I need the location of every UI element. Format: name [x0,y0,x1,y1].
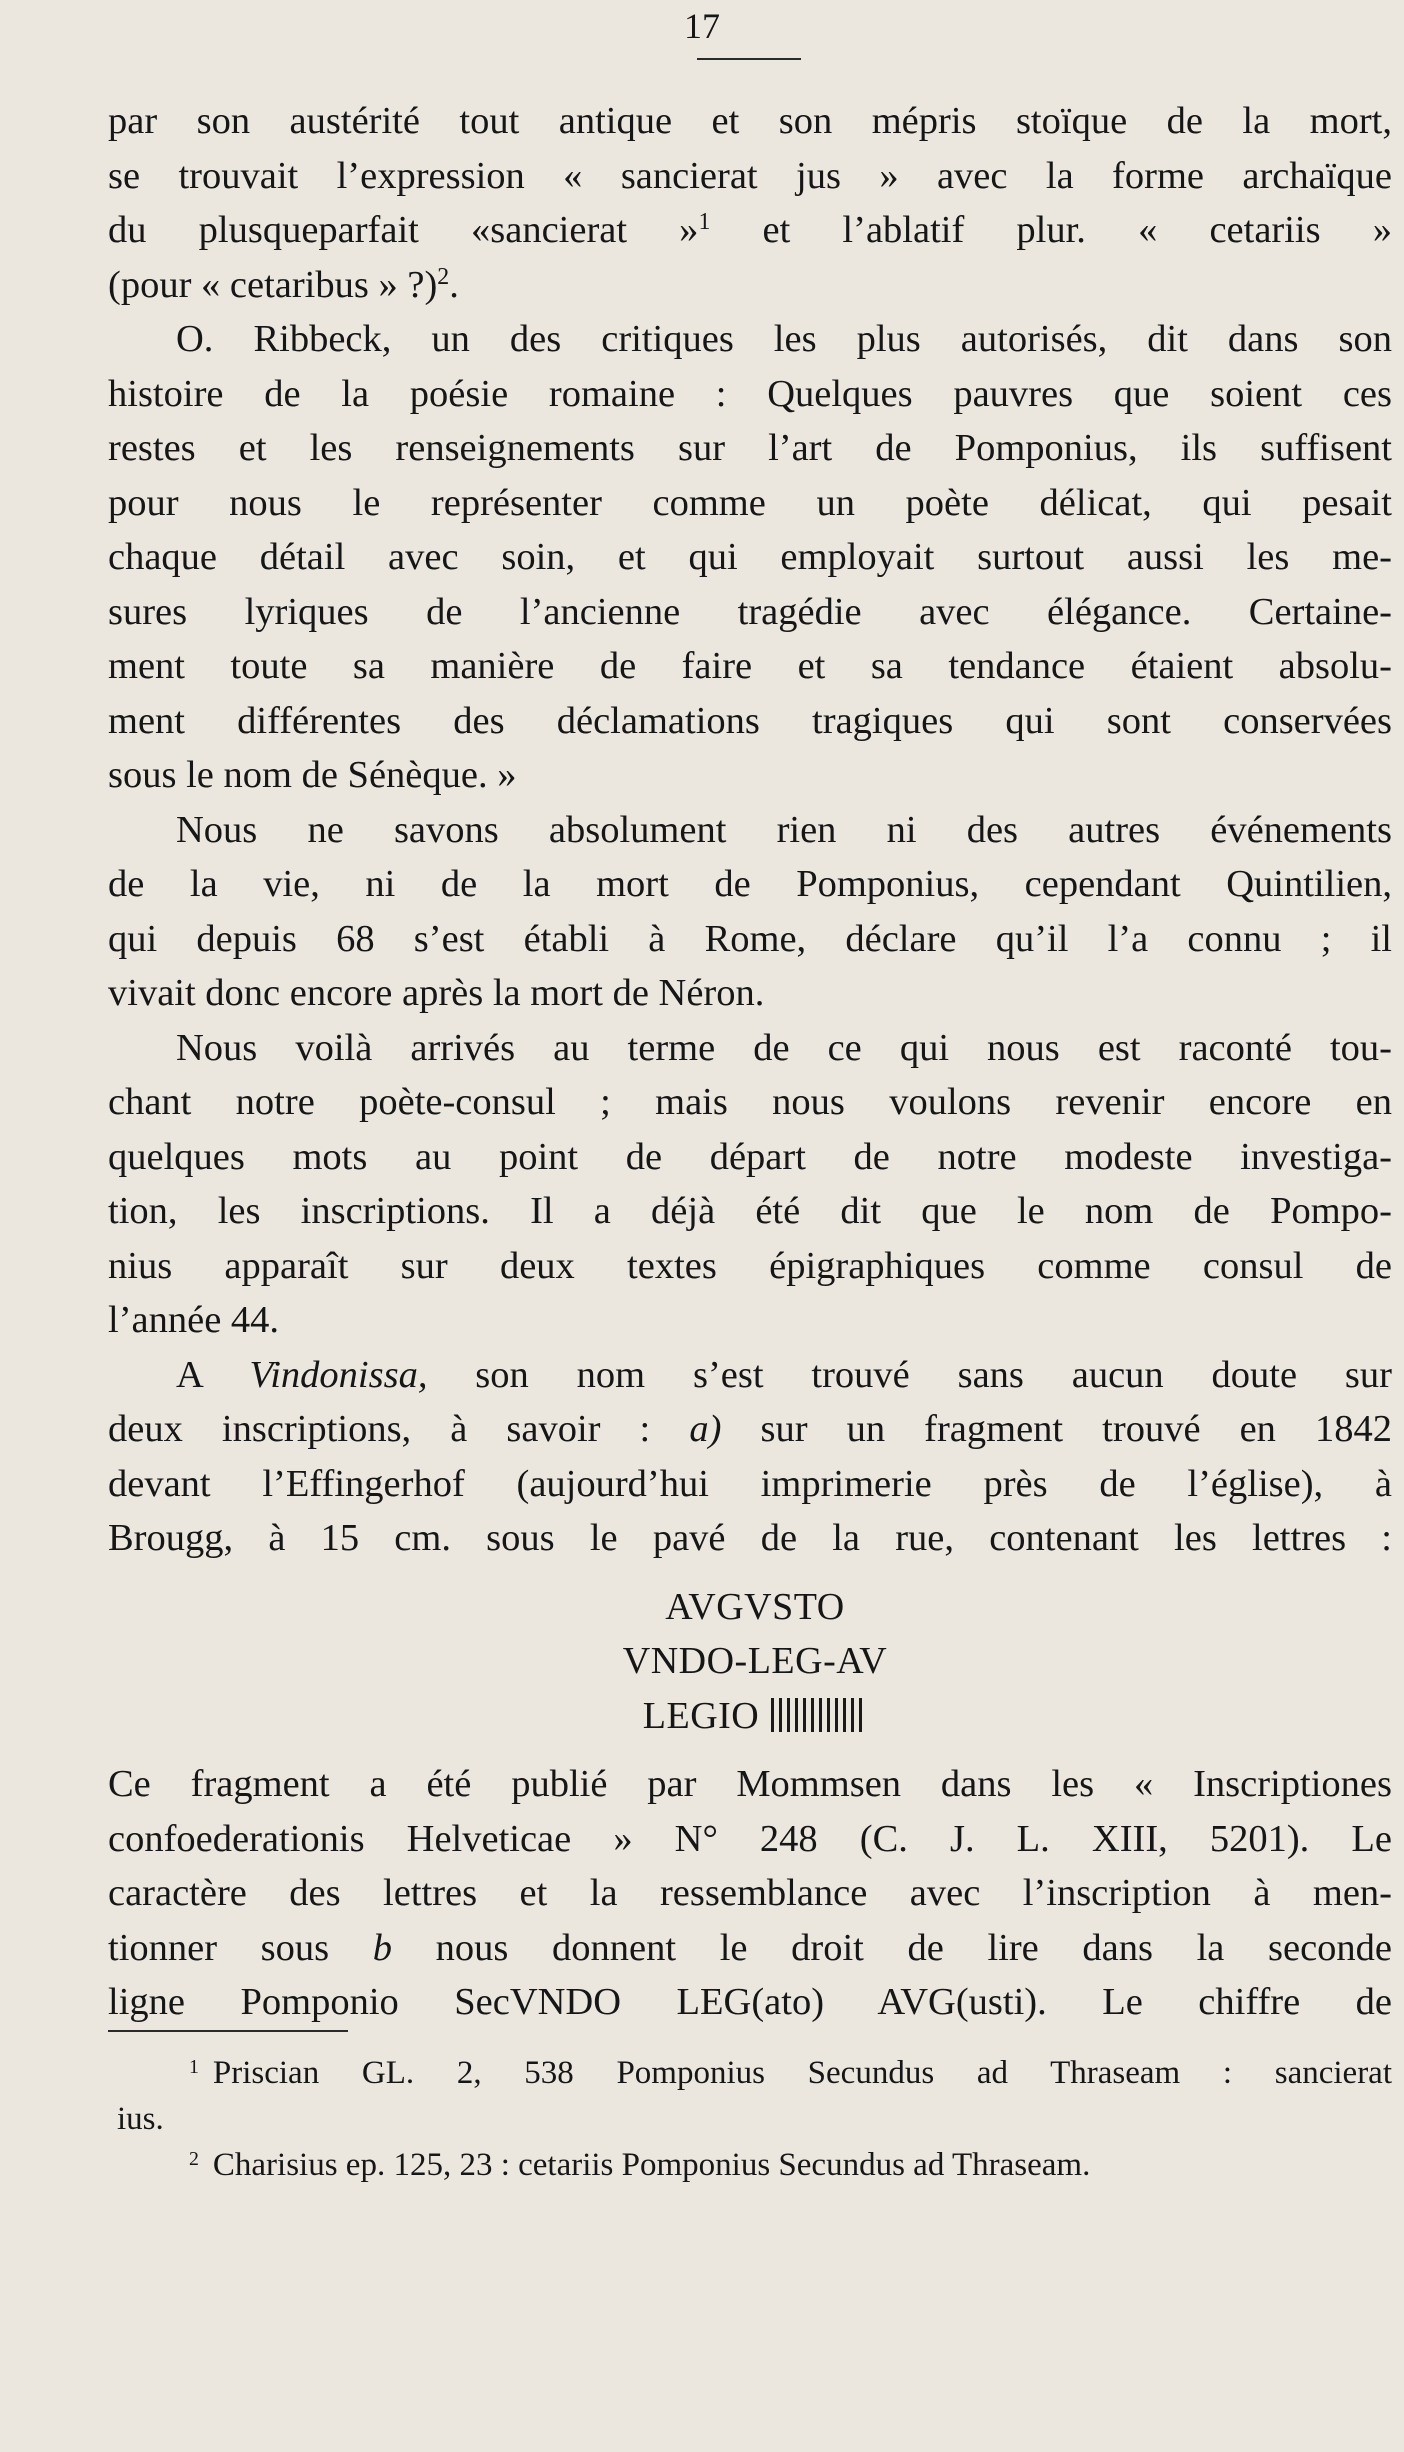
text-line: ment toute sa manière de faire et sa tendance étaient absolu- [108,645,1392,687]
footnote-line [117,2096,1392,2142]
text-line: devant l’Effingerhof (aujourd’hui imprimerie près de l’église), à [108,1462,1392,1505]
text-fragment: et l’ablatif plur. « cetariis » [710,209,1392,251]
text-line [108,1402,1392,1457]
text-line: ligne Pomponio SecVNDO LEG(ato) AVG(usti). Le chiffre de [108,1981,1392,2023]
inscription-line-1: AVGVSTO [665,1585,845,1628]
text-fragment: b [372,1926,393,1969]
text-line: Nous ne savons absolument rien ni des autres événements [176,808,1392,851]
header-rule [697,58,801,60]
text-line: nius apparaît sur deux textes épigraphiques comme consul de [108,1244,1392,1287]
text-line: quelques mots au point de départ de notre modeste investiga- [108,1135,1392,1178]
text-line [108,258,1392,313]
text-line: chant notre poète-consul ; mais nous voulons revenir encore en [108,1081,1392,1123]
text-fragment: a) [689,1408,722,1450]
text-line: de la vie, ni de la mort de Pomponius, cependant Quintilien, [108,863,1392,905]
main-text [108,94,1392,2030]
footnote-number: 2 [189,2148,199,2171]
footnote-line [117,2142,1392,2188]
text-fragment: du plusqueparfait «sancierat » [108,209,699,251]
text-line: tion, les inscriptions. Il a déjà été dit que le nom de Pompo- [108,1190,1392,1232]
illegible-strokes-mark [771,1698,867,1732]
text-line: qui depuis 68 s’est établi à Rome, déclare qu’il l’a connu ; il [108,917,1392,960]
text-line: sures lyriques de l’ancienne tragédie avec élégance. Certaine- [108,590,1392,633]
text-line [108,203,1392,258]
text-line: pour nous le représenter comme un poète délicat, qui pesait [108,481,1392,524]
text-fragment: A [176,1353,250,1396]
text-fragment: nous donnent le droit de lire dans la seconde [392,1926,1392,1969]
text-line: histoire de la poésie romaine : Quelques pauvres que soient ces [108,372,1392,415]
footnote-line [117,2050,1392,2096]
footnote-text: Priscian GL. 2, 538 Pomponius Secundus ad Thraseam : sancierat [212,2055,1392,2091]
footnote-ref: 2 [437,263,450,290]
footnote-number: 1 [189,2056,199,2079]
text-fragment: . [449,263,459,306]
text-line: l’année 44. [108,1299,280,1341]
inscription-line-2: VNDO-LEG-AV [622,1640,888,1682]
footnote-rule [108,2030,348,2032]
footnote-text: ius. [117,2101,164,2137]
text-line: O. Ribbeck, un des critiques les plus autorisés, dit dans son [176,318,1392,360]
inscription-line-3-text: LEGIO [642,1694,760,1737]
text-line: vivait donc encore après la mort de Néron. [108,972,765,1014]
text-fragment: tionner sous [108,1926,373,1969]
text-line: chaque détail avec soin, et qui employait surtout aussi les me- [108,536,1392,578]
text-line: sous le nom de Sénèque. » [108,754,517,796]
footnotes [117,2050,1392,2188]
text-fragment: deux inscriptions, à savoir : [108,1408,690,1450]
inscription [108,1580,1392,1744]
text-fragment: sur un fragment trouvé en 1842 [721,1408,1392,1450]
inscription-line-3 [108,1689,1392,1744]
text-line [108,1348,1392,1403]
page-number: 17 [684,6,720,46]
text-line: ment différentes des déclamations tragiques qui sont conservées [108,699,1392,742]
text-line: confoederationis Helveticae » N° 248 (C. J. L. XIII, 5201). Le [108,1817,1392,1860]
footnote-text: Charisius ep. 125, 23 : cetariis Pomponius Secundus ad Thraseam. [212,2147,1091,2183]
paragraphs-after-inscription [108,1757,1392,2030]
text-fragment: son nom s’est trouvé sans aucun doute sur [427,1353,1392,1396]
text-line: caractère des lettres et la ressemblance avec l’inscription à men- [108,1872,1392,1914]
text-line: restes et les renseignements sur l’art de Pomponius, ils suffisent [108,427,1392,469]
text-line [108,1921,1392,1976]
text-line: Nous voilà arrivés au terme de ce qui nous est raconté tou- [176,1026,1392,1069]
text-fragment: Vindonissa, [249,1353,428,1396]
text-line: Brougg, à 15 cm. sous le pavé de la rue, contenant les lettres : [108,1517,1392,1559]
paragraphs-before-inscription [108,94,1392,1566]
text-fragment: (pour « cetaribus » ?) [108,263,438,306]
footnote-ref: 1 [698,208,711,235]
text-line: Ce fragment a été publié par Mommsen dans les « Inscriptiones [108,1763,1392,1805]
text-line: par son austérité tout antique et son mépris stoïque de la mort, [108,100,1392,142]
text-line: se trouvait l’expression « sancierat jus » avec la forme archaïque [108,154,1392,197]
